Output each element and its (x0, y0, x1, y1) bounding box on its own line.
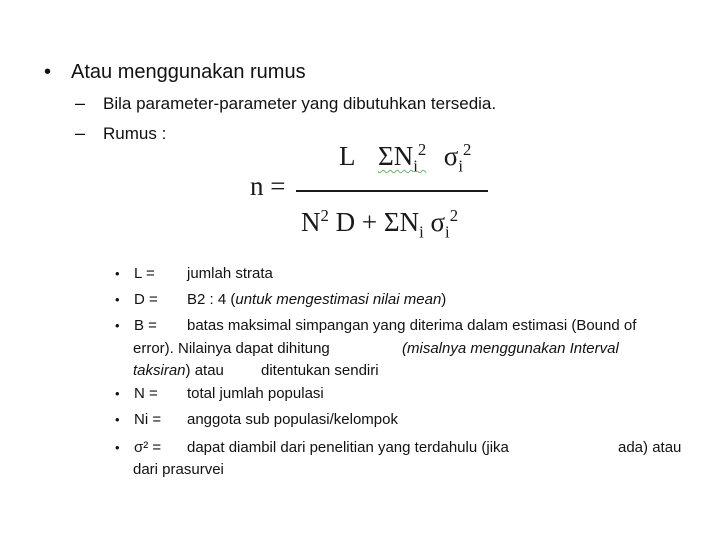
definition-symbol-B: B = (134, 317, 157, 334)
definition-desc-N: total jumlah populasi (187, 385, 324, 402)
definition-symbol-Ni: Ni = (134, 411, 162, 428)
definition-symbol-sigma: σ² = (134, 439, 162, 456)
formula-den-N: $N^2$ (301, 206, 329, 237)
definition-bullet: • (115, 412, 120, 427)
formula-num-sigma-n: $\Sigma N_i^2$ (378, 140, 427, 176)
definition-desc-B-line2-italic: (misalnya menggunakan Interval (402, 340, 619, 357)
definition-bullet: • (115, 440, 120, 455)
definition-desc-sigma-line1-post: ada) atau (618, 439, 682, 456)
definition-desc-B-line3: taksiran) atau (133, 362, 224, 379)
formula-num-sigma-small: $\sigma_i^2$ (443, 140, 472, 176)
definition-bullet: • (115, 266, 120, 281)
formula-den-D: D + (335, 207, 378, 237)
definition-desc-B-line3-post: ditentukan sendiri (261, 362, 379, 379)
definition-bullet: • (115, 292, 120, 307)
formula-denominator (301, 206, 459, 242)
sub-bullet-marker: – (75, 93, 86, 113)
definition-desc-Ni: anggota sub populasi/kelompok (187, 411, 398, 428)
definition-desc-D: B2 : 4 (untuk mengestimasi nilai mean) (187, 291, 447, 308)
definition-desc-L: jumlah strata (187, 265, 273, 282)
formula-den-sigma-n: $\Sigma N_i$ (383, 207, 424, 242)
formula-numerator (339, 140, 472, 176)
main-bullet-text: Atau menggunakan rumus (71, 61, 306, 83)
sub-bullet-marker: – (75, 123, 86, 143)
definition-desc-B-line1: batas maksimal simpangan yang diterima dalam estimasi (Bound of (187, 317, 637, 334)
definition-desc-sigma-line2: dari prasurvei (133, 461, 224, 478)
definition-desc-B-line2-pre: error). Nilainya dapat dihitung (133, 340, 330, 357)
formula-den-sigma-small: $\sigma_i^2$ (430, 206, 459, 242)
definition-symbol-L: L = (134, 265, 155, 282)
sub-bullet-text-2: Rumus : (103, 124, 167, 143)
definition-bullet: • (115, 386, 120, 401)
definition-bullet: • (115, 318, 120, 333)
main-bullet-marker: • (44, 61, 52, 83)
formula-num-L: L (339, 141, 355, 171)
sub-bullet-text-1: Bila parameter-parameter yang dibutuhkan tersedia. (103, 94, 497, 113)
definition-symbol-D: D = (134, 291, 158, 308)
fraction-bar (296, 190, 488, 192)
formula-lhs: n = (250, 171, 286, 201)
definition-symbol-N: N = (134, 385, 158, 402)
formula (0, 0, 720, 250)
definition-desc-sigma-line1: dapat diambil dari penelitian yang terdahulu (jika (187, 439, 509, 456)
